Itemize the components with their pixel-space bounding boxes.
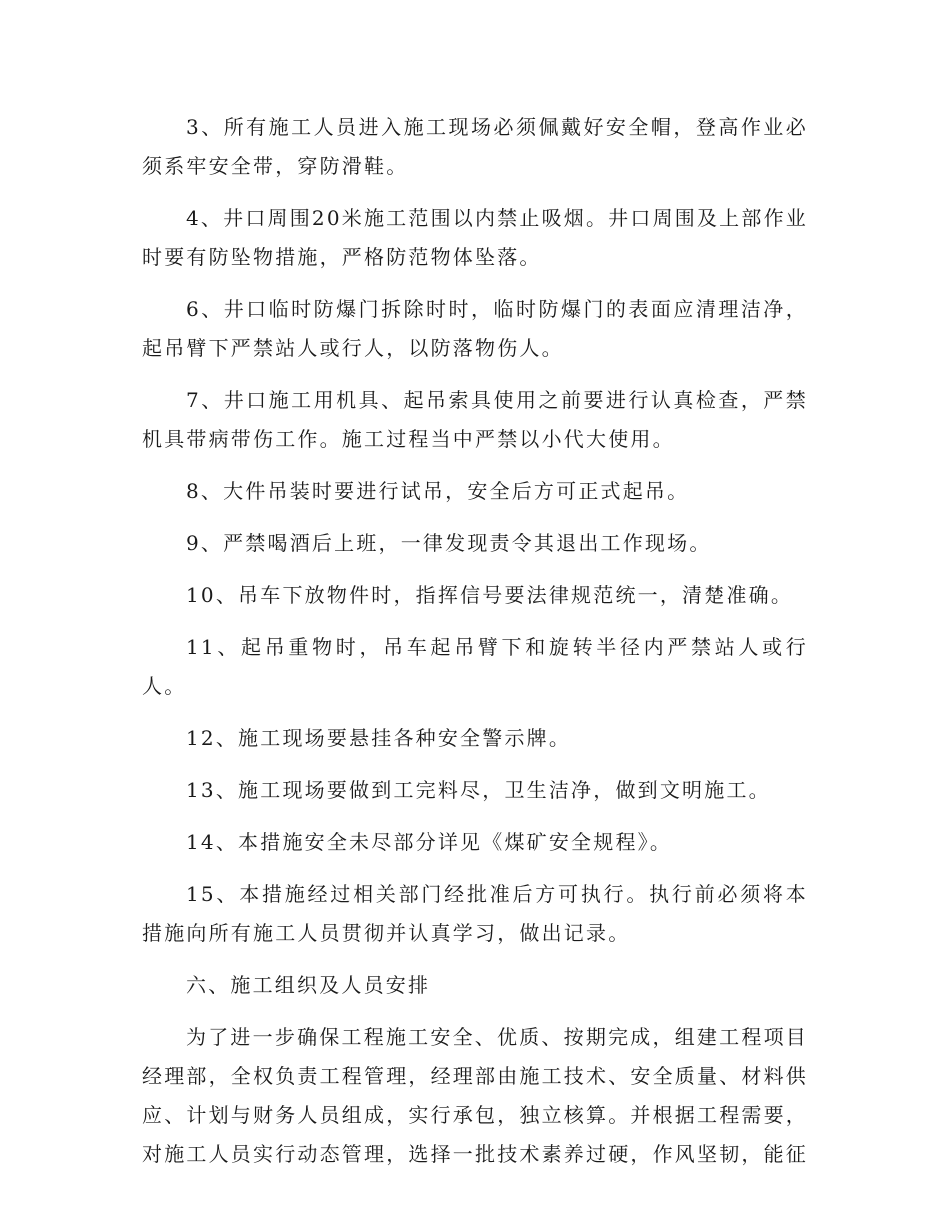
paragraph-item-9: 9、严禁喝酒后上班，一律发现责令其退出工作现场。 (186, 531, 712, 555)
paragraph-item-3: 3、所有施工人员进入施工现场必须佩戴好安全帽，登高作业必须系牢安全带，穿防滑鞋。 (142, 115, 808, 178)
paragraph-item-4: 4、井口周围20米施工范围以内禁止吸烟。井口周围及上部作业时要有防坠物措施，严格防范物体坠落。 (142, 206, 808, 269)
body-paragraph: 为了进一步确保工程施工安全、优质、按期完成，组建工程项目经理部，全权负责工程管理，经理部由施工技术、安全质量、材料供应、计划与财务人员组成，实行承包，独立核算。并根据工程需要，对施工人员实行动态管理，选择一批技术素养过硬，作风坚韧，能征 (142, 1025, 808, 1166)
paragraph-item-15: 15、本措施经过相关部门经批准后方可执行。执行前必须将本措施向所有施工人员贯彻并认真学习，做出记录。 (142, 882, 808, 945)
paragraph-item-7: 7、井口施工用机具、起吊索具使用之前要进行认真检查，严禁机具带病带伤工作。施工过程当中严禁以小代大使用。 (142, 388, 808, 451)
document-body (142, 108, 808, 1187)
paragraph-item-12: 12、施工现场要悬挂各种安全警示牌。 (186, 726, 572, 750)
paragraph-item-6: 6、井口临时防爆门拆除时时，临时防爆门的表面应清理洁净，起吊臂下严禁站人或行人，以防落物伤人。 (142, 297, 808, 360)
paragraph-item-8: 8、大件吊装时要进行试吊，安全后方可正式起吊。 (186, 479, 690, 503)
paragraph-item-13: 13、施工现场要做到工完料尽，卫生洁净，做到文明施工。 (186, 778, 771, 802)
paragraph-item-10: 10、吊车下放物件时，指挥信号要法律规范统一，清楚准确。 (186, 583, 794, 607)
section-heading: 六、施工组织及人员安排 (186, 973, 431, 997)
paragraph-item-11: 11、起吊重物时，吊车起吊臂下和旋转半径内严禁站人或行人。 (142, 635, 808, 698)
paragraph-item-14: 14、本措施安全未尽部分详见《煤矿安全规程》。 (186, 830, 673, 854)
